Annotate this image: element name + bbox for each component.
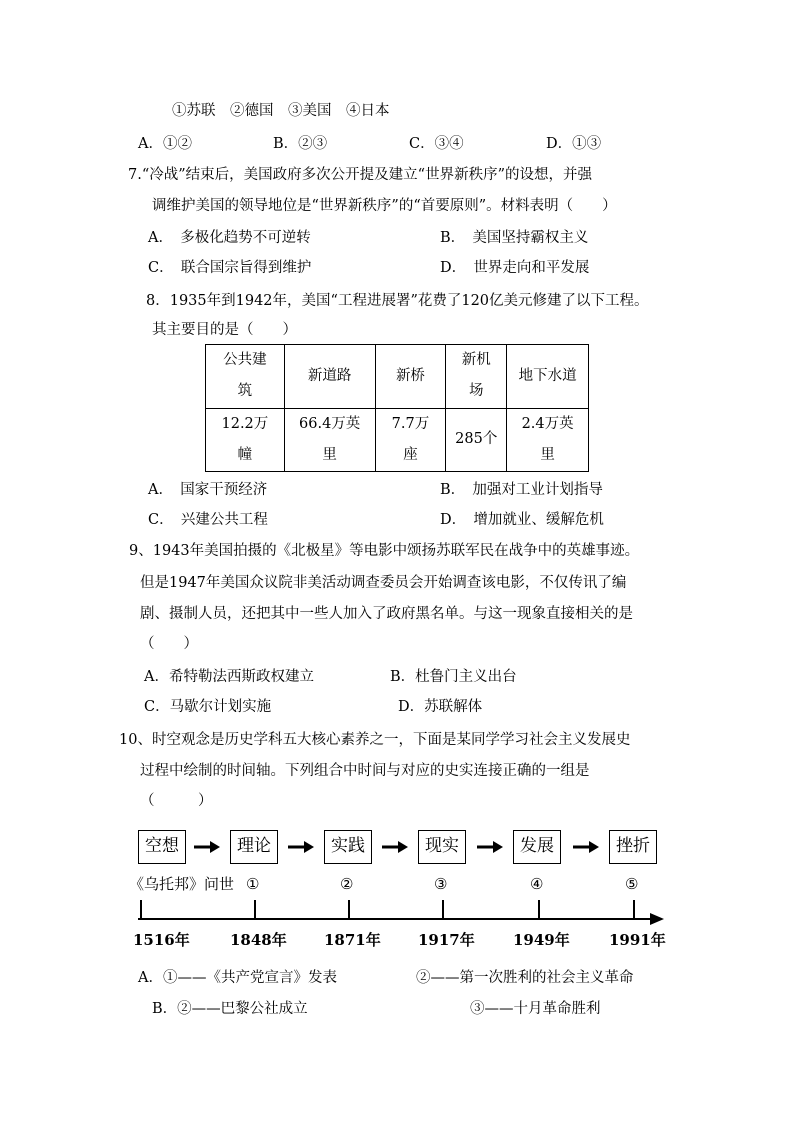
q7-option-c[interactable]: C． 联合国宗旨得到维护	[148, 260, 312, 276]
timeline-year: 1917年	[418, 931, 475, 949]
timeline-stage-box: 理论	[230, 830, 278, 864]
q9-stem-line4: （ ）	[140, 636, 198, 652]
q10-option-b[interactable]: B．②——巴黎公社成立	[152, 1001, 308, 1017]
q6-option-b[interactable]: B．②③	[273, 136, 328, 152]
timeline-year: 1949年	[513, 931, 570, 949]
q8-works-table	[205, 344, 589, 472]
q9-stem-line2: 但是1947年美国众议院非美活动调查委员会开始调查该电影，不仅传讯了编	[140, 575, 627, 591]
q8-option-a[interactable]: A． 国家干预经济	[148, 482, 268, 498]
timeline-marker: ①	[246, 875, 260, 893]
q9-option-a[interactable]: A．希特勒法西斯政权建立	[144, 669, 314, 685]
q7-option-b[interactable]: B． 美国坚持霸权主义	[440, 230, 589, 246]
timeline-marker: ④	[530, 875, 544, 893]
timeline-axis	[130, 900, 670, 926]
table-header-cell: 公共建 筑	[206, 345, 285, 409]
q10-option-a[interactable]: A．①——《共产党宣言》发表	[138, 970, 337, 986]
q9-stem-line1: 9、1943年美国拍摄的《北极星》等电影中颂扬苏联军民在战争中的英雄事迹。	[129, 543, 640, 559]
timeline-year: 1516年	[133, 931, 190, 949]
q7-stem-line2: 调维护美国的领导地位是“世界新秩序”的“首要原则”。材料表明（ ）	[152, 198, 617, 214]
table-header-cell: 新机 场	[446, 345, 507, 409]
q7-option-d[interactable]: D． 世界走向和平发展	[440, 260, 590, 276]
right-arrow-icon	[381, 838, 409, 856]
timeline-year: 1991年	[609, 931, 666, 949]
q8-stem-line2: 其主要目的是（ ）	[152, 322, 297, 338]
table-cell: 285个	[446, 408, 507, 472]
right-arrow-icon	[287, 838, 315, 856]
q8-option-c[interactable]: C． 兴建公共工程	[148, 512, 268, 528]
table-header-cell: 新桥	[375, 345, 446, 409]
timeline-start-label: 《乌托邦》问世	[129, 875, 235, 893]
timeline-stage-box: 发展	[513, 830, 561, 864]
q8-stem-line1: 8．1935年到1942年，美国“工程进展署”花费了120亿美元修建了以下工程。	[146, 293, 649, 309]
right-arrow-icon	[476, 838, 504, 856]
q6-option-a[interactable]: A．①②	[138, 136, 192, 152]
q10-option-a-part2: ②——第一次胜利的社会主义革命	[416, 970, 634, 986]
q10-option-b-part2: ③——十月革命胜利	[470, 1001, 601, 1017]
table-header-cell: 地下水道	[507, 345, 589, 409]
q6-option-d[interactable]: D．①③	[546, 136, 602, 152]
timeline-year: 1871年	[324, 931, 381, 949]
table-header-cell: 新道路	[284, 345, 375, 409]
q9-stem-line3: 剧、摄制人员，还把其中一些人加入了政府黑名单。与这一现象直接相关的是	[140, 606, 633, 622]
timeline-marker: ②	[340, 875, 354, 893]
q9-option-b[interactable]: B．杜鲁门主义出台	[390, 669, 517, 685]
table-cell: 7.7万 座	[375, 408, 446, 472]
timeline-marker: ③	[434, 875, 448, 893]
timeline-stage-box: 实践	[324, 830, 372, 864]
q10-stem-line3: （ ）	[140, 793, 213, 809]
q7-option-a[interactable]: A． 多极化趋势不可逆转	[148, 230, 311, 246]
timeline-year: 1848年	[230, 931, 287, 949]
timeline-stage-box: 空想	[138, 830, 186, 864]
table-cell: 66.4万英 里	[284, 408, 375, 472]
q8-option-b[interactable]: B． 加强对工业计划指导	[440, 482, 603, 498]
axis-arrowhead-icon	[650, 913, 664, 925]
right-arrow-icon	[193, 838, 221, 856]
q9-option-d[interactable]: D．苏联解体	[398, 699, 483, 715]
table-cell: 12.2万 幢	[206, 408, 285, 472]
q10-stem-line1: 10、时空观念是历史学科五大核心素养之一，下面是某同学学习社会主义发展史	[119, 732, 631, 748]
q10-stem-line2: 过程中绘制的时间轴。下列组合中时间与对应的史实连接正确的一组是	[140, 763, 590, 779]
table-header-row	[206, 345, 589, 409]
timeline-stage-box: 挫折	[609, 830, 657, 864]
q8-option-d[interactable]: D． 增加就业、缓解危机	[440, 512, 604, 528]
q6-items: ①苏联 ②德国 ③美国 ④日本	[172, 103, 390, 119]
table-cell: 2.4万英 里	[507, 408, 589, 472]
timeline-marker: ⑤	[625, 875, 639, 893]
q6-option-c[interactable]: C．③④	[409, 136, 464, 152]
q7-stem-line1: 7.“冷战”结束后，美国政府多次公开提及建立“世界新秩序”的设想，并强	[128, 167, 592, 183]
right-arrow-icon	[572, 838, 600, 856]
q9-option-c[interactable]: C．马歇尔计划实施	[144, 699, 272, 715]
timeline-stage-box: 现实	[418, 830, 466, 864]
table-value-row	[206, 408, 589, 472]
